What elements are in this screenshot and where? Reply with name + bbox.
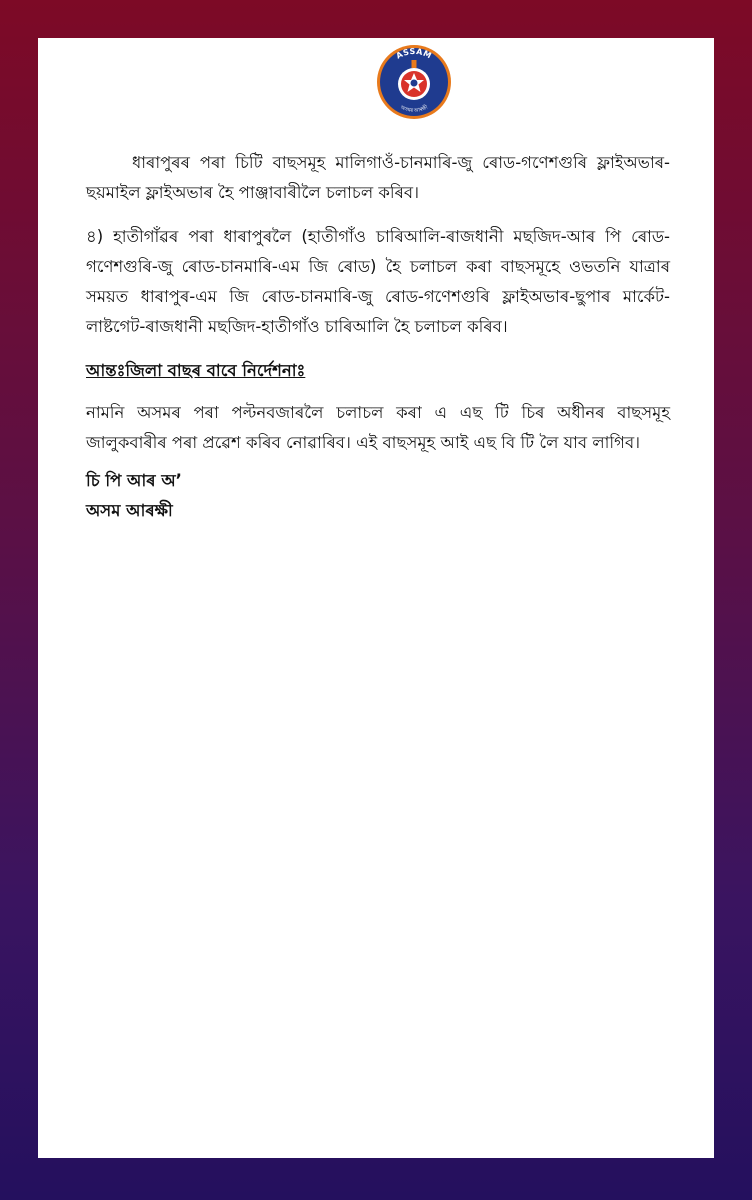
section-heading-interdistrict: আন্তঃজিলা বাছৰ বাবে নিৰ্দেশনাঃ xyxy=(86,361,306,380)
logo-top-text: ASSAM xyxy=(394,46,434,61)
paragraph-dharapur-city-bus: ধাৰাপুৰৰ পৰা চিটি বাছসমূহ মালিগাওঁ-চানমাৰি-জু ৰোড-গণেশগুৰি ফ্লাইঅভাৰ-ছয়মাইল ফ্লাইঅভাৰ হৈ পাঞ্জাবাৰীলৈ চলাচল কৰিব। xyxy=(86,153,670,202)
assam-police-logo xyxy=(376,44,452,120)
paragraph-hatigaon-route: ৪) হাতীগাঁৱৰ পৰা ধাৰাপুৰলৈ (হাতীগাঁও চাৰিআলি-ৰাজধানী মছজিদ-আৰ পি ৰোড-গণেশগুৰি-জু ৰোড-চানমাৰি-এম জি ৰোড) হৈ চলাচল কৰা বাছসমূহে ওভতনি যাত্ৰাৰ সময়ত ধাৰাপুৰ-এম জি ৰোড-চানমাৰি-জু ৰোড-গণেশগুৰি ফ্লাইঅভাৰ-ছুপাৰ মাৰ্কেট- লাষ্টগেট-ৰাজধানী মছজিদ-হাতীগাঁও চাৰিআলি হৈ চলাচল কৰিব। xyxy=(86,227,670,336)
document-sheet xyxy=(38,38,714,1158)
document-body xyxy=(86,148,670,472)
paragraph-interdistrict-buses: নামনি অসমৰ পৰা পল্টনবজাৰলৈ চলাচল কৰা এ এছ টি চিৰ অধীনৰ বাছসমূহ জালুকবাৰীৰ পৰা প্ৰৱেশ কৰিব নোৱাৰিব। এই বাছসমূহ আই এছ বি টি লৈ যাব লাগিব। xyxy=(86,403,670,452)
signature-assam-police: অসম আৰক্ষী xyxy=(86,501,173,520)
signature-cpro: চি পি আৰ অ’ xyxy=(86,471,182,490)
logo-bottom-text: অসমৰ আৰক্ষী xyxy=(399,104,429,115)
signature-block xyxy=(86,466,182,526)
